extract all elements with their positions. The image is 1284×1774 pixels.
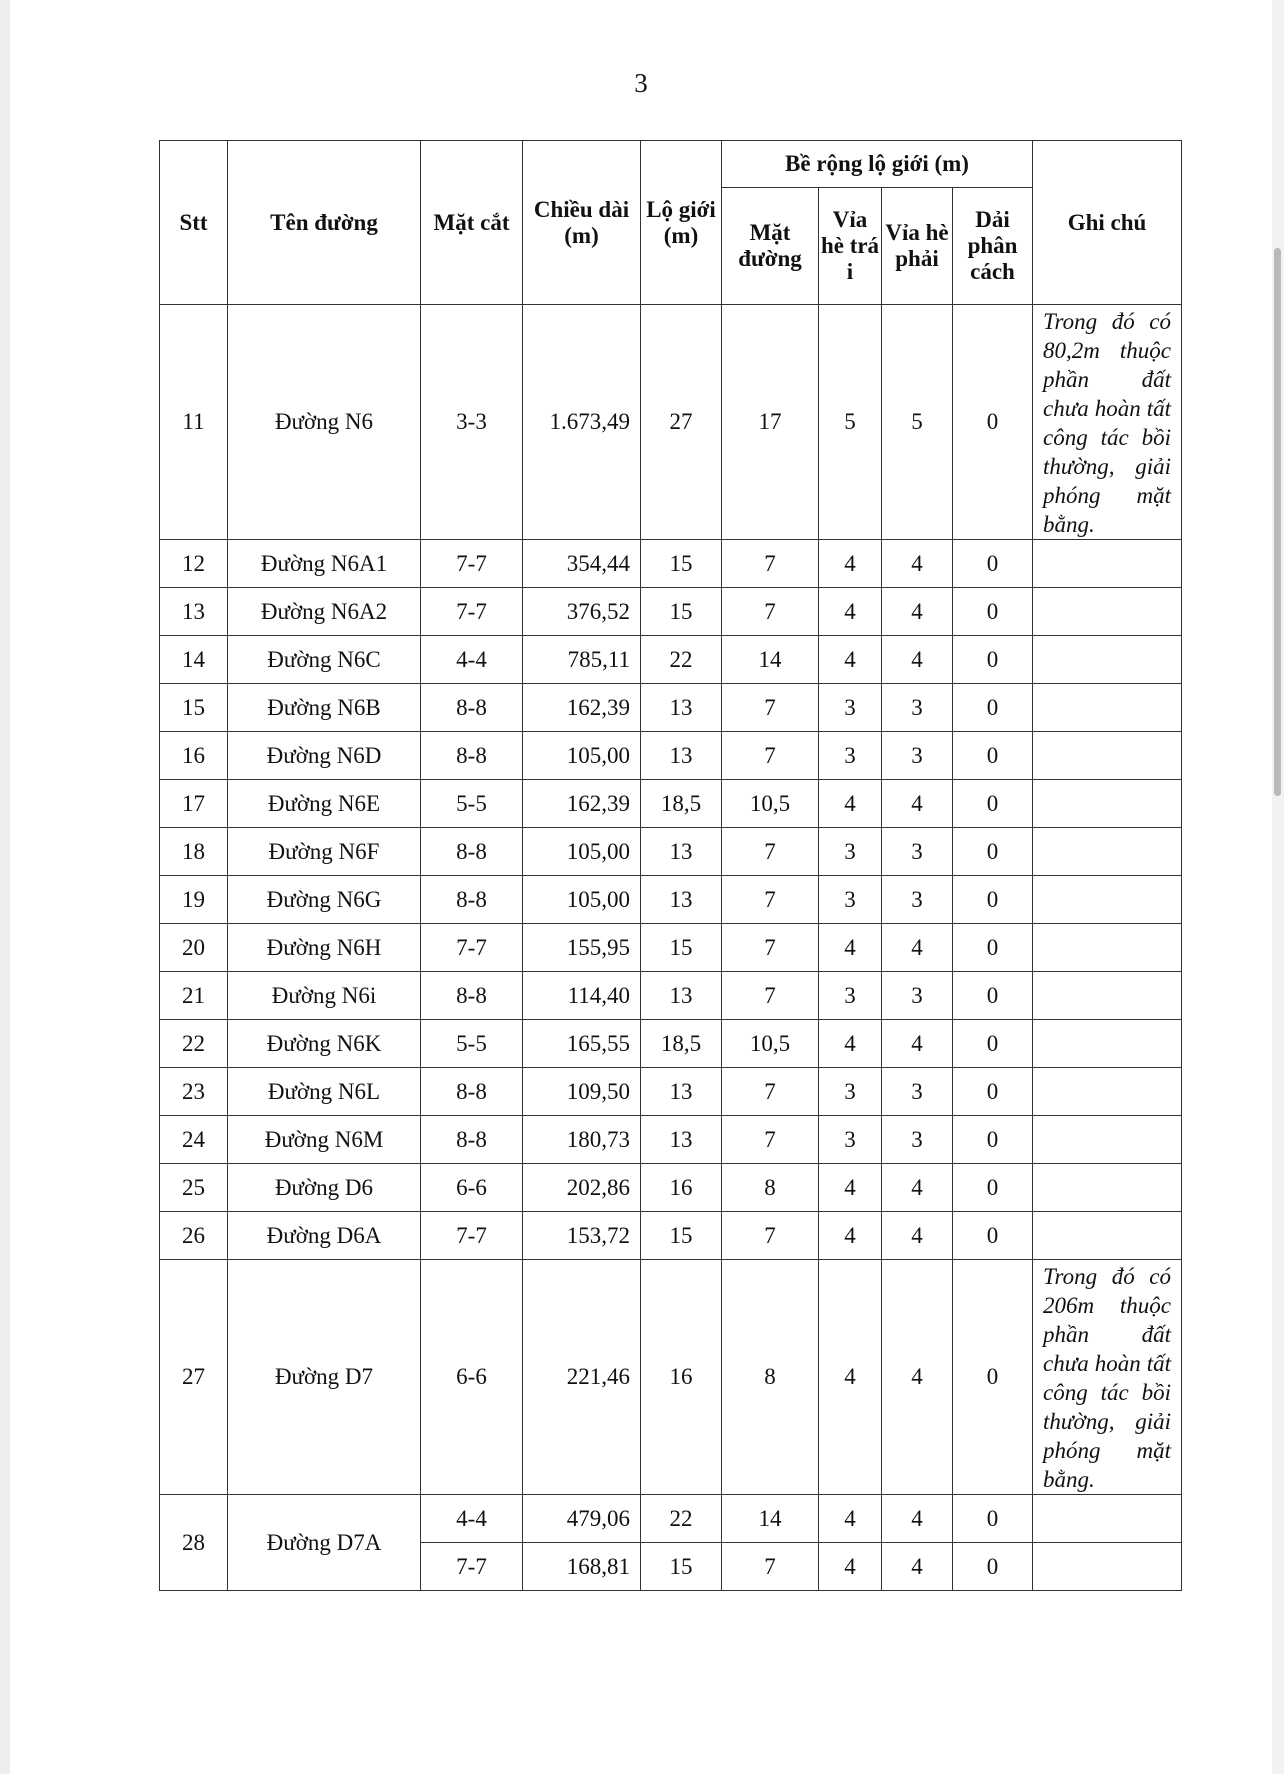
cell-via-he-trai: 5 (819, 305, 882, 540)
cell-via-he-phai: 4 (882, 780, 953, 828)
cell-mat-duong: 7 (722, 540, 819, 588)
cell-ghi-chu (1033, 1068, 1182, 1116)
cell-dai-phan-cach: 0 (953, 1116, 1033, 1164)
header-dai-phan-cach: Dải phân cách (953, 188, 1033, 305)
cell-dai-phan-cach: 0 (953, 924, 1033, 972)
cell-chieu-dai: 1.673,49 (523, 305, 641, 540)
table-row (160, 1164, 1182, 1212)
cell-dai-phan-cach: 0 (953, 1068, 1033, 1116)
cell-lo-gioi: 15 (641, 1543, 722, 1591)
page-number: 3 (634, 68, 648, 98)
cell-via-he-trai: 4 (819, 924, 882, 972)
cell-lo-gioi: 13 (641, 828, 722, 876)
cell-mat-cat: 7-7 (421, 540, 523, 588)
cell-lo-gioi: 15 (641, 924, 722, 972)
cell-chieu-dai: 479,06 (523, 1495, 641, 1543)
header-mat-cat: Mặt cắt (421, 141, 523, 305)
table-row (160, 1260, 1182, 1495)
cell-via-he-trai: 3 (819, 1068, 882, 1116)
cell-ten-duong: Đường N6F (228, 828, 421, 876)
cell-chieu-dai: 221,46 (523, 1260, 641, 1495)
cell-mat-cat: 8-8 (421, 876, 523, 924)
cell-mat-cat: 7-7 (421, 588, 523, 636)
cell-stt: 15 (160, 684, 228, 732)
cell-mat-duong: 7 (722, 924, 819, 972)
cell-dai-phan-cach: 0 (953, 588, 1033, 636)
cell-via-he-phai: 3 (882, 1116, 953, 1164)
cell-ten-duong: Đường N6B (228, 684, 421, 732)
cell-lo-gioi: 18,5 (641, 780, 722, 828)
cell-mat-duong: 14 (722, 636, 819, 684)
cell-ghi-chu: Trong đó có 206m thuộc phần đất chưa hoàn tất công tác bồi thường, giải phóng mặt bằng. (1033, 1260, 1182, 1495)
cell-mat-cat: 4-4 (421, 1495, 523, 1543)
cell-dai-phan-cach: 0 (953, 305, 1033, 540)
cell-ten-duong: Đường N6E (228, 780, 421, 828)
cell-dai-phan-cach: 0 (953, 1543, 1033, 1591)
cell-via-he-trai: 4 (819, 636, 882, 684)
cell-mat-duong: 7 (722, 972, 819, 1020)
cell-dai-phan-cach: 0 (953, 828, 1033, 876)
cell-via-he-trai: 3 (819, 828, 882, 876)
cell-via-he-trai: 4 (819, 780, 882, 828)
cell-stt: 28 (160, 1495, 228, 1591)
cell-dai-phan-cach: 0 (953, 1495, 1033, 1543)
cell-chieu-dai: 165,55 (523, 1020, 641, 1068)
cell-via-he-phai: 4 (882, 1495, 953, 1543)
cell-ghi-chu (1033, 684, 1182, 732)
cell-stt: 22 (160, 1020, 228, 1068)
cell-stt: 21 (160, 972, 228, 1020)
cell-via-he-trai: 4 (819, 1164, 882, 1212)
cell-dai-phan-cach: 0 (953, 972, 1033, 1020)
cell-mat-duong: 7 (722, 732, 819, 780)
header-ten-duong: Tên đường (228, 141, 421, 305)
cell-dai-phan-cach: 0 (953, 636, 1033, 684)
cell-via-he-trai: 3 (819, 1116, 882, 1164)
cell-via-he-trai: 4 (819, 1212, 882, 1260)
cell-mat-duong: 7 (722, 588, 819, 636)
cell-mat-cat: 7-7 (421, 924, 523, 972)
cell-dai-phan-cach: 0 (953, 1212, 1033, 1260)
cell-dai-phan-cach: 0 (953, 1020, 1033, 1068)
cell-dai-phan-cach: 0 (953, 1260, 1033, 1495)
road-table (159, 140, 1182, 1591)
table-row (160, 1116, 1182, 1164)
cell-via-he-phai: 4 (882, 540, 953, 588)
cell-ghi-chu (1033, 876, 1182, 924)
cell-ghi-chu (1033, 828, 1182, 876)
cell-stt: 24 (160, 1116, 228, 1164)
cell-ten-duong: Đường D6A (228, 1212, 421, 1260)
table-row (160, 1212, 1182, 1260)
cell-stt: 13 (160, 588, 228, 636)
cell-chieu-dai: 155,95 (523, 924, 641, 972)
cell-stt: 12 (160, 540, 228, 588)
cell-ghi-chu (1033, 1164, 1182, 1212)
cell-stt: 11 (160, 305, 228, 540)
cell-mat-cat: 8-8 (421, 1116, 523, 1164)
cell-chieu-dai: 354,44 (523, 540, 641, 588)
cell-ghi-chu (1033, 732, 1182, 780)
cell-chieu-dai: 168,81 (523, 1543, 641, 1591)
table-row (160, 636, 1182, 684)
cell-via-he-phai: 3 (882, 828, 953, 876)
table-row (160, 924, 1182, 972)
cell-dai-phan-cach: 0 (953, 780, 1033, 828)
cell-mat-cat: 7-7 (421, 1212, 523, 1260)
table-body (160, 305, 1182, 1591)
cell-lo-gioi: 16 (641, 1164, 722, 1212)
header-be-rong-group: Bề rộng lộ giới (m) (722, 141, 1033, 188)
table-row (160, 732, 1182, 780)
cell-lo-gioi: 15 (641, 1212, 722, 1260)
cell-ghi-chu (1033, 924, 1182, 972)
cell-lo-gioi: 22 (641, 1495, 722, 1543)
table-row (160, 1495, 1182, 1543)
cell-mat-duong: 8 (722, 1260, 819, 1495)
cell-lo-gioi: 13 (641, 684, 722, 732)
cell-mat-duong: 10,5 (722, 780, 819, 828)
cell-mat-cat: 5-5 (421, 780, 523, 828)
cell-via-he-trai: 4 (819, 1495, 882, 1543)
cell-dai-phan-cach: 0 (953, 1164, 1033, 1212)
cell-mat-duong: 7 (722, 876, 819, 924)
cell-via-he-phai: 3 (882, 876, 953, 924)
cell-ghi-chu (1033, 1495, 1182, 1543)
cell-stt: 17 (160, 780, 228, 828)
cell-chieu-dai: 162,39 (523, 780, 641, 828)
cell-via-he-phai: 4 (882, 924, 953, 972)
cell-via-he-phai: 3 (882, 972, 953, 1020)
cell-via-he-phai: 3 (882, 1068, 953, 1116)
cell-lo-gioi: 27 (641, 305, 722, 540)
table-row (160, 780, 1182, 828)
cell-chieu-dai: 105,00 (523, 828, 641, 876)
cell-stt: 20 (160, 924, 228, 972)
cell-mat-cat: 6-6 (421, 1260, 523, 1495)
cell-mat-cat: 5-5 (421, 1020, 523, 1068)
cell-ten-duong: Đường D7A (228, 1495, 421, 1591)
cell-ghi-chu (1033, 1543, 1182, 1591)
cell-stt: 14 (160, 636, 228, 684)
cell-chieu-dai: 109,50 (523, 1068, 641, 1116)
cell-mat-cat: 8-8 (421, 1068, 523, 1116)
scrollbar-thumb[interactable] (1274, 248, 1281, 796)
cell-mat-duong: 7 (722, 1068, 819, 1116)
cell-lo-gioi: 18,5 (641, 1020, 722, 1068)
cell-ten-duong: Đường N6H (228, 924, 421, 972)
cell-lo-gioi: 13 (641, 732, 722, 780)
table-row (160, 1020, 1182, 1068)
cell-ten-duong: Đường N6A2 (228, 588, 421, 636)
cell-via-he-trai: 3 (819, 876, 882, 924)
cell-via-he-trai: 4 (819, 540, 882, 588)
header-chieu-dai: Chiều dài (m) (523, 141, 641, 305)
cell-via-he-phai: 3 (882, 732, 953, 780)
cell-via-he-trai: 3 (819, 972, 882, 1020)
cell-ten-duong: Đường N6i (228, 972, 421, 1020)
cell-lo-gioi: 15 (641, 588, 722, 636)
cell-ghi-chu (1033, 588, 1182, 636)
cell-via-he-trai: 4 (819, 588, 882, 636)
cell-lo-gioi: 16 (641, 1260, 722, 1495)
cell-stt: 18 (160, 828, 228, 876)
cell-dai-phan-cach: 0 (953, 684, 1033, 732)
cell-mat-cat: 3-3 (421, 305, 523, 540)
cell-dai-phan-cach: 0 (953, 732, 1033, 780)
scrollbar[interactable] (1272, 0, 1284, 1774)
table-row (160, 876, 1182, 924)
cell-ten-duong: Đường N6C (228, 636, 421, 684)
header-via-he-trai: Vỉa hè trá i (819, 188, 882, 305)
cell-via-he-phai: 3 (882, 684, 953, 732)
cell-mat-duong: 17 (722, 305, 819, 540)
table-row (160, 828, 1182, 876)
cell-chieu-dai: 114,40 (523, 972, 641, 1020)
header-via-he-phai: Vỉa hè phải (882, 188, 953, 305)
cell-ten-duong: Đường N6A1 (228, 540, 421, 588)
cell-mat-duong: 7 (722, 1543, 819, 1591)
header-stt: Stt (160, 141, 228, 305)
document-page (10, 0, 1272, 1774)
cell-ghi-chu (1033, 1212, 1182, 1260)
cell-via-he-phai: 5 (882, 305, 953, 540)
table-row (160, 305, 1182, 540)
table-row (160, 684, 1182, 732)
cell-mat-cat: 4-4 (421, 636, 523, 684)
cell-mat-duong: 7 (722, 1116, 819, 1164)
cell-via-he-trai: 4 (819, 1020, 882, 1068)
table-row (160, 972, 1182, 1020)
cell-lo-gioi: 13 (641, 972, 722, 1020)
cell-ghi-chu (1033, 780, 1182, 828)
cell-mat-cat: 6-6 (421, 1164, 523, 1212)
cell-mat-cat: 8-8 (421, 684, 523, 732)
cell-mat-duong: 7 (722, 828, 819, 876)
cell-mat-cat: 8-8 (421, 828, 523, 876)
cell-lo-gioi: 22 (641, 636, 722, 684)
cell-chieu-dai: 180,73 (523, 1116, 641, 1164)
cell-via-he-trai: 4 (819, 1260, 882, 1495)
cell-mat-cat: 7-7 (421, 1543, 523, 1591)
cell-ghi-chu (1033, 636, 1182, 684)
cell-ghi-chu (1033, 1020, 1182, 1068)
cell-stt: 16 (160, 732, 228, 780)
cell-dai-phan-cach: 0 (953, 876, 1033, 924)
cell-chieu-dai: 105,00 (523, 876, 641, 924)
cell-ten-duong: Đường N6K (228, 1020, 421, 1068)
cell-ten-duong: Đường D6 (228, 1164, 421, 1212)
header-ghi-chu: Ghi chú (1033, 141, 1182, 305)
cell-mat-cat: 8-8 (421, 972, 523, 1020)
cell-chieu-dai: 376,52 (523, 588, 641, 636)
cell-mat-duong: 7 (722, 684, 819, 732)
cell-via-he-phai: 4 (882, 636, 953, 684)
cell-lo-gioi: 13 (641, 1068, 722, 1116)
cell-stt: 27 (160, 1260, 228, 1495)
cell-ten-duong: Đường N6M (228, 1116, 421, 1164)
cell-mat-cat: 8-8 (421, 732, 523, 780)
cell-mat-duong: 8 (722, 1164, 819, 1212)
cell-ghi-chu: Trong đó có 80,2m thuộc phần đất chưa hoàn tất công tác bồi thường, giải phóng mặt bằng. (1033, 305, 1182, 540)
cell-chieu-dai: 153,72 (523, 1212, 641, 1260)
cell-lo-gioi: 13 (641, 876, 722, 924)
cell-via-he-trai: 4 (819, 1543, 882, 1591)
cell-stt: 19 (160, 876, 228, 924)
cell-ghi-chu (1033, 1116, 1182, 1164)
cell-ten-duong: Đường N6L (228, 1068, 421, 1116)
cell-ten-duong: Đường N6D (228, 732, 421, 780)
cell-via-he-trai: 3 (819, 684, 882, 732)
cell-chieu-dai: 105,00 (523, 732, 641, 780)
cell-mat-duong: 14 (722, 1495, 819, 1543)
cell-via-he-phai: 4 (882, 1260, 953, 1495)
cell-mat-duong: 7 (722, 1212, 819, 1260)
table-row (160, 1068, 1182, 1116)
cell-ghi-chu (1033, 972, 1182, 1020)
cell-dai-phan-cach: 0 (953, 540, 1033, 588)
cell-mat-duong: 10,5 (722, 1020, 819, 1068)
cell-via-he-phai: 4 (882, 1164, 953, 1212)
cell-chieu-dai: 202,86 (523, 1164, 641, 1212)
table-row (160, 540, 1182, 588)
cell-via-he-phai: 4 (882, 1212, 953, 1260)
cell-chieu-dai: 785,11 (523, 636, 641, 684)
header-lo-gioi: Lộ giới (m) (641, 141, 722, 305)
header-mat-duong: Mặt đường (722, 188, 819, 305)
cell-stt: 23 (160, 1068, 228, 1116)
cell-ghi-chu (1033, 540, 1182, 588)
cell-stt: 25 (160, 1164, 228, 1212)
cell-via-he-trai: 3 (819, 732, 882, 780)
cell-via-he-phai: 4 (882, 588, 953, 636)
cell-ten-duong: Đường N6G (228, 876, 421, 924)
cell-via-he-phai: 4 (882, 1020, 953, 1068)
cell-via-he-phai: 4 (882, 1543, 953, 1591)
cell-chieu-dai: 162,39 (523, 684, 641, 732)
cell-ten-duong: Đường N6 (228, 305, 421, 540)
cell-lo-gioi: 13 (641, 1116, 722, 1164)
table-row (160, 588, 1182, 636)
cell-ten-duong: Đường D7 (228, 1260, 421, 1495)
cell-lo-gioi: 15 (641, 540, 722, 588)
cell-stt: 26 (160, 1212, 228, 1260)
